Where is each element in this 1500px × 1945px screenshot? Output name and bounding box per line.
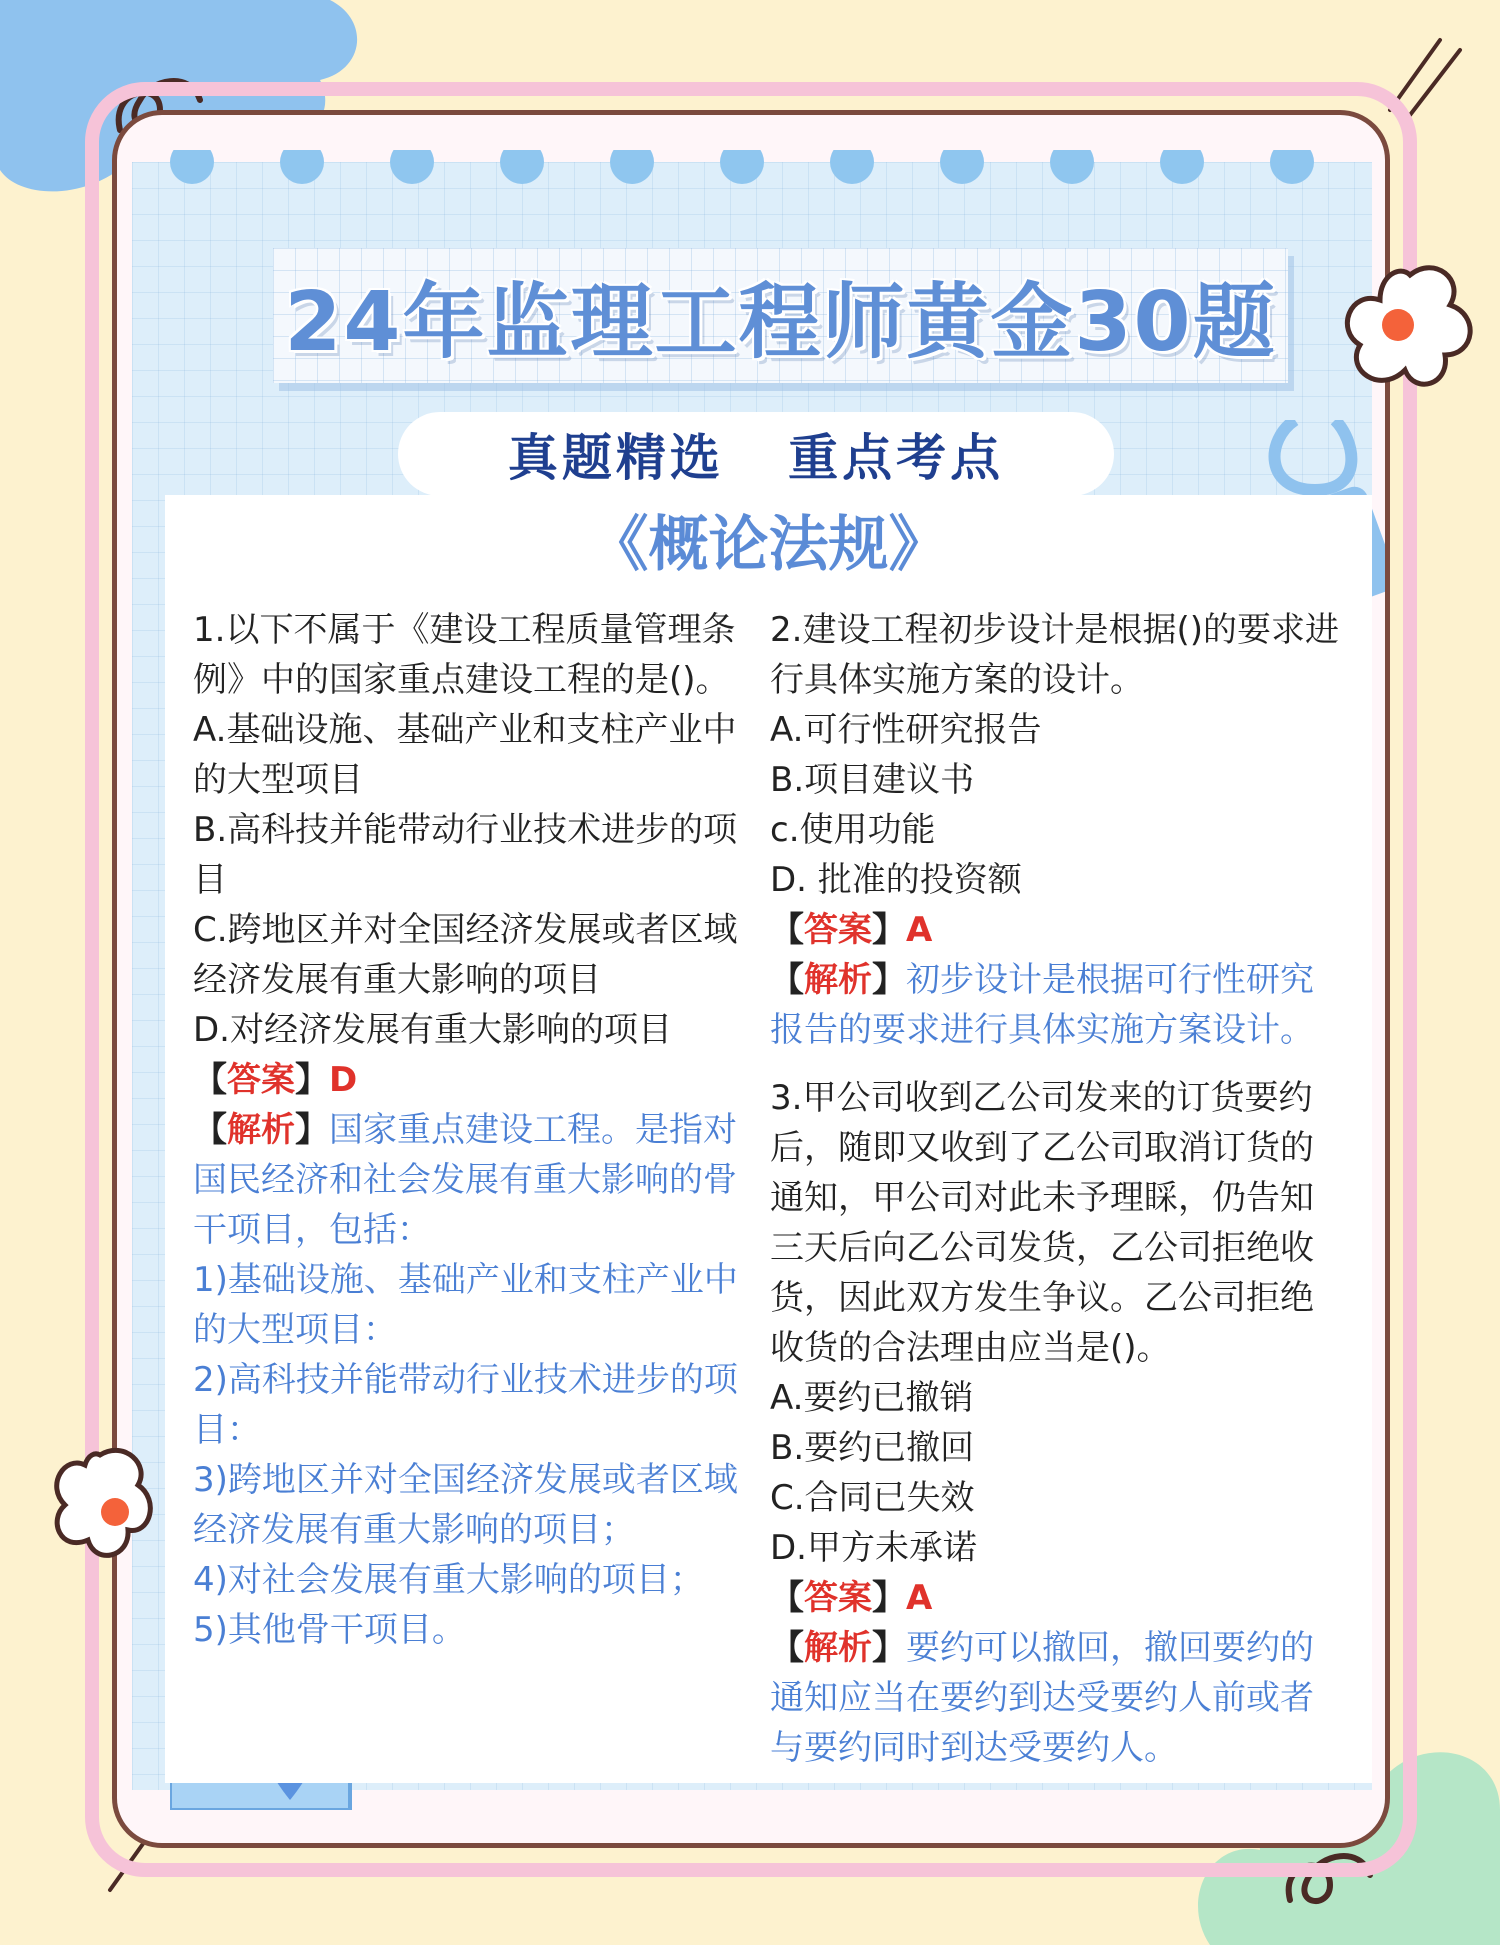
- option-c: c.使用功能: [770, 810, 936, 850]
- analysis-line: 【解析】初步设计是根据可行性研究报告的要求进行具体实施方案设计。: [770, 960, 1314, 1050]
- question-3: [770, 1073, 1345, 1773]
- analysis-item: 4)对社会发展有重大影响的项目；: [193, 1560, 704, 1600]
- answer-label: 答案: [804, 1578, 872, 1618]
- flower-icon: [50, 1440, 160, 1570]
- analysis-item: 3)跨地区并对全国经济发展或者区域经济发展有重大影响的项目；: [193, 1460, 738, 1550]
- analysis-line: 【解析】要约可以撤回，撤回要约的通知应当在要约到达受要约人前或者与要约同时到达受要约人。: [770, 1628, 1314, 1768]
- page-title: 24年监理工程师黄金30题: [284, 275, 1277, 370]
- analysis-text: 要约可以撤回，撤回要约的通知应当在要约到达受要约人前或者与要约同时到达受要约人。: [770, 1628, 1314, 1768]
- answer-value: A: [906, 1578, 933, 1618]
- option-a: A.基础设施、基础产业和支柱产业中的大型项目: [193, 710, 737, 800]
- analysis-text: 国家重点建设工程。是指对国民经济和社会发展有重大影响的骨干项目，包括：: [193, 1110, 737, 1250]
- option-b: B.项目建议书: [770, 760, 975, 800]
- option-b: B.要约已撤回: [770, 1428, 975, 1468]
- right-column: [770, 605, 1345, 1773]
- option-d: D.甲方未承诺: [770, 1528, 977, 1568]
- flower-icon: [1340, 255, 1480, 405]
- analysis-line: 【解析】国家重点建设工程。是指对国民经济和社会发展有重大影响的骨干项目，包括：: [193, 1110, 737, 1250]
- analysis-item: 1)基础设施、基础产业和支柱产业中的大型项目：: [193, 1260, 738, 1350]
- option-a: A.要约已撤销: [770, 1378, 974, 1418]
- analysis-item: 2)高科技并能带动行业技术进步的项目：: [193, 1360, 738, 1450]
- subtitle: 真题精选 重点考点: [507, 429, 1005, 487]
- option-d: D. 批准的投资额: [770, 860, 1022, 900]
- analysis-label: 解析: [804, 960, 872, 1000]
- option-c: C.跨地区并对全国经济发展或者区域经济发展有重大影响的项目: [193, 910, 738, 1000]
- analysis-item: 5)其他骨干项目。: [193, 1610, 466, 1650]
- answer-line: 【答案】A: [770, 1578, 933, 1618]
- answer-label: 答案: [804, 910, 872, 950]
- option-b: B.高科技并能带动行业技术进步的项目: [193, 810, 738, 900]
- answer-line: 【答案】D: [193, 1060, 358, 1100]
- question-2: [770, 605, 1345, 1055]
- scallop-border: [132, 150, 1372, 190]
- option-a: A.可行性研究报告: [770, 710, 1042, 750]
- title-banner: [273, 248, 1288, 383]
- analysis-label: 解析: [804, 1628, 872, 1668]
- analysis-text: 初步设计是根据可行性研究报告的要求进行具体实施方案设计。: [770, 960, 1314, 1050]
- section-title: 《概论法规》: [588, 510, 949, 580]
- answer-value: D: [329, 1060, 358, 1100]
- option-d: D.对经济发展有重大影响的项目: [193, 1010, 672, 1050]
- question-text: 1.以下不属于《建设工程质量管理条例》中的国家重点建设工程的是()。: [193, 610, 736, 700]
- answer-value: A: [906, 910, 933, 950]
- option-c: C.合同已失效: [770, 1478, 975, 1518]
- question-text: 2.建设工程初步设计是根据()的要求进行具体实施方案的设计。: [770, 610, 1339, 700]
- analysis-label: 解析: [227, 1110, 295, 1150]
- answer-label: 答案: [227, 1060, 295, 1100]
- question-1: [193, 605, 758, 1655]
- answer-line: 【答案】A: [770, 910, 933, 950]
- subtitle-banner: [398, 412, 1114, 496]
- question-text: 3.甲公司收到乙公司发来的订货要约后，随即又收到了乙公司取消订货的通知，甲公司对此未予理睬，仍告知三天后向乙公司发货，乙公司拒绝收货，因此双方发生争议。乙公司拒绝收货的合法理由应当是()。: [770, 1078, 1314, 1368]
